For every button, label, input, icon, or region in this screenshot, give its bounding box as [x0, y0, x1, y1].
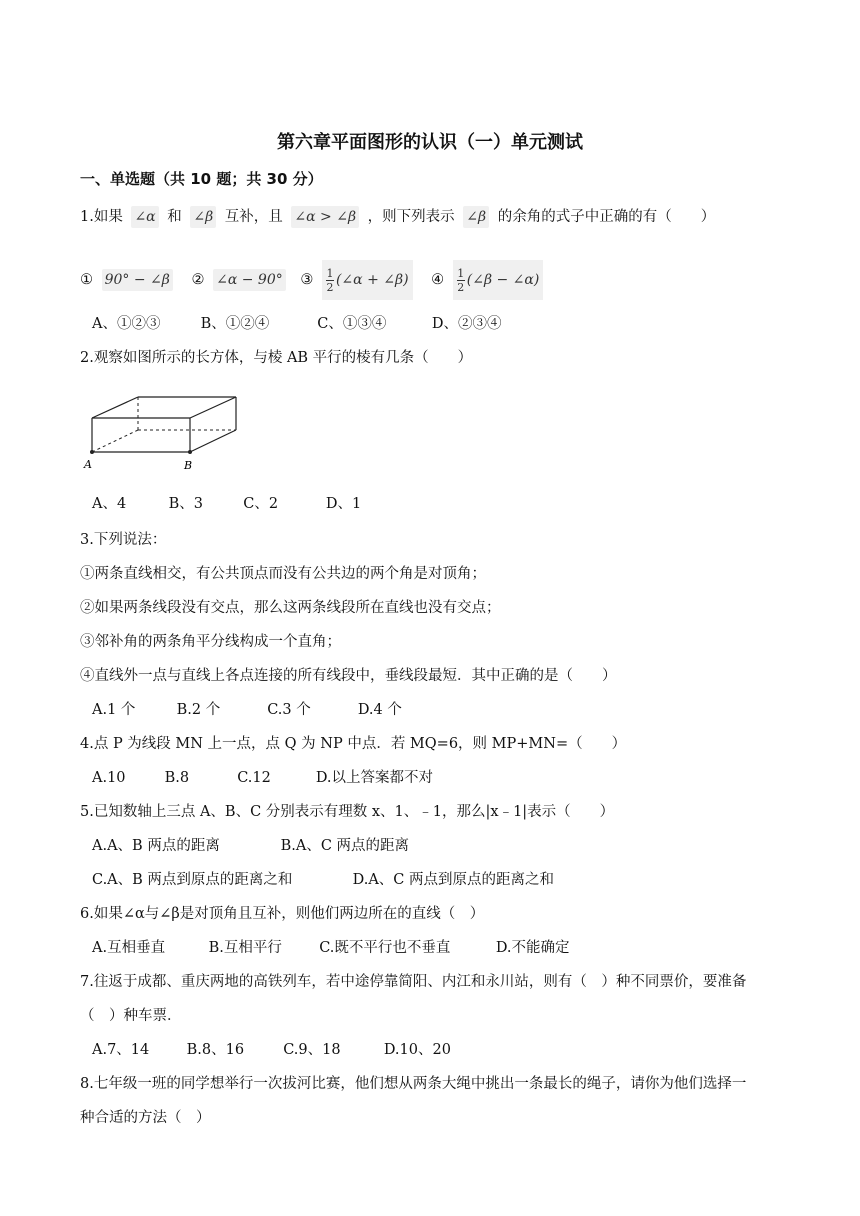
- q1-text-c: 互补，且: [224, 209, 283, 225]
- question-1-choices: [80, 260, 547, 300]
- question-5-options-row-2: [92, 870, 554, 890]
- q1-choice-1-expr: 90° − ∠β: [102, 269, 173, 291]
- q1-text-e: 的余角的式子中正确的有（ ）: [497, 209, 716, 225]
- question-7-stem-line-2: （ ）种车票．: [80, 1008, 182, 1024]
- q1-math-beta-2: ∠β: [463, 206, 489, 228]
- q2-option-c: C、2: [243, 496, 279, 512]
- q1-choice-3-expr-box: [322, 260, 413, 300]
- q1-math-alpha: ∠α: [131, 206, 158, 228]
- q1-choice-4-denominator: 2: [457, 280, 465, 294]
- q3-option-a: A.1 个: [92, 702, 136, 718]
- q3-option-d: D.4 个: [357, 702, 402, 718]
- section-heading: 一、单选题（共 10 题；共 30 分）: [80, 170, 323, 188]
- q7-option-c: C.9、18: [283, 1042, 341, 1058]
- q1-option-d: D、②③④: [431, 316, 502, 332]
- q3-statement-4: ④直线外一点与直线上各点连接的所有线段中，垂线段最短．其中正确的是（ ）: [80, 668, 617, 684]
- q1-text-b: 和: [167, 209, 182, 225]
- question-1-stem: [80, 206, 715, 228]
- q1-choice-3-fraction: [326, 268, 334, 293]
- q1-choice-4-fraction: [457, 268, 465, 293]
- q6-option-d: D.不能确定: [495, 940, 570, 956]
- q4-option-c: C.12: [237, 770, 271, 786]
- q1-choice-4-numerator: 1: [457, 266, 465, 280]
- q4-option-a: A.10: [92, 770, 126, 786]
- q4-option-b: B.8: [164, 770, 190, 786]
- q7-option-d: D.10、20: [383, 1042, 451, 1058]
- q3-statement-2: ②如果两条线段没有交点，那么这两条线段所在直线也没有交点；: [80, 600, 501, 616]
- q1-choice-4-expr-box: [453, 260, 544, 300]
- question-6-options: [92, 938, 570, 958]
- q1-option-b: B、①②④: [200, 316, 270, 332]
- question-8-stem-line-2: 种合适的方法（ ）: [80, 1110, 211, 1126]
- cuboid-figure: [80, 392, 250, 472]
- question-8-stem-line-1: 8.七年级一班的同学想举行一次拔河比赛，他们想从两条大绳中挑出一条最长的绳子，请你为他们选择一: [80, 1076, 747, 1092]
- question-7-stem-line-1: 7.往返于成都、重庆两地的高铁列车，若中途停靠简阳、内江和永川站，则有（ ）种不同票价，要准备: [80, 974, 747, 990]
- question-2-stem: 2.观察如图所示的长方体，与棱 AB 平行的棱有几条（ ）: [80, 350, 473, 366]
- q5-option-d: D.A、C 两点到原点的距离之和: [352, 872, 555, 888]
- q6-option-b: B.互相平行: [208, 940, 282, 956]
- q5-option-a: A.A、B 两点的距离: [92, 838, 220, 854]
- q3-statement-3: ③邻补角的两条角平分线构成一个直角；: [80, 634, 341, 650]
- question-4-options: [92, 768, 433, 788]
- q5-option-c: C.A、B 两点到原点的距离之和: [92, 872, 293, 888]
- q3-option-b: B.2 个: [176, 702, 221, 718]
- question-1-options: [92, 314, 501, 334]
- q1-choice-4-expr: (∠β − ∠α): [466, 272, 540, 288]
- question-4-stem: 4.点 P 为线段 MN 上一点，点 Q 为 NP 中点．若 MQ=6，则 MP+MN=（ ）: [80, 736, 627, 752]
- q1-choice-2-expr: ∠α − 90°: [213, 269, 286, 291]
- q1-choice-4-label: ④: [431, 272, 445, 288]
- question-2-options: [92, 494, 361, 514]
- q7-option-b: B.8、16: [186, 1042, 245, 1058]
- q7-option-a: A.7、14: [92, 1042, 150, 1058]
- q1-option-a: A、①②③: [92, 316, 161, 332]
- q4-option-d: D.以上答案都不对: [315, 770, 434, 786]
- question-3-options: [92, 700, 402, 720]
- question-6-stem: 6.如果∠α与∠β是对顶角且互补，则他们两边所在的直线（ ）: [80, 906, 485, 922]
- vertex-label-a: A: [84, 458, 92, 471]
- q1-math-beta: ∠β: [190, 206, 216, 228]
- question-5-stem: 5.已知数轴上三点 A、B、C 分别表示有理数 x、1、﹣1，那么|x﹣1|表示（ ）: [80, 804, 615, 820]
- q1-choice-3-numerator: 1: [326, 266, 334, 280]
- q6-option-c: C.既不平行也不垂直: [319, 940, 451, 956]
- question-3-stem: 3.下列说法：: [80, 532, 167, 548]
- q1-choice-3-denominator: 2: [326, 280, 334, 294]
- q2-option-d: D、1: [325, 496, 362, 512]
- q3-option-c: C.3 个: [267, 702, 311, 718]
- q1-choice-2-label: ②: [191, 272, 205, 288]
- q2-option-b: B、3: [168, 496, 203, 512]
- q1-choice-1-label: ①: [80, 272, 93, 288]
- q1-text-d: ，则下列表示: [367, 209, 455, 225]
- q5-option-b: B.A、C 两点的距离: [280, 838, 410, 854]
- q2-option-a: A、4: [92, 496, 127, 512]
- q3-statement-1: ①两条直线相交，有公共顶点而没有公共边的两个角是对顶角；: [80, 566, 486, 582]
- vertex-label-b: B: [184, 459, 193, 472]
- q6-option-a: A.互相垂直: [92, 940, 166, 956]
- q1-math-condition: ∠α > ∠β: [291, 206, 359, 228]
- q1-choice-3-label: ③: [300, 272, 314, 288]
- page-title: 第六章平面图形的认识（一）单元测试: [277, 132, 583, 153]
- question-7-options: [92, 1040, 451, 1060]
- q1-text-a: 1.如果: [80, 209, 123, 225]
- q1-choice-3-expr: (∠α + ∠β): [335, 272, 409, 288]
- q1-option-c: C、①③④: [317, 316, 387, 332]
- question-5-options-row-1: [92, 836, 409, 856]
